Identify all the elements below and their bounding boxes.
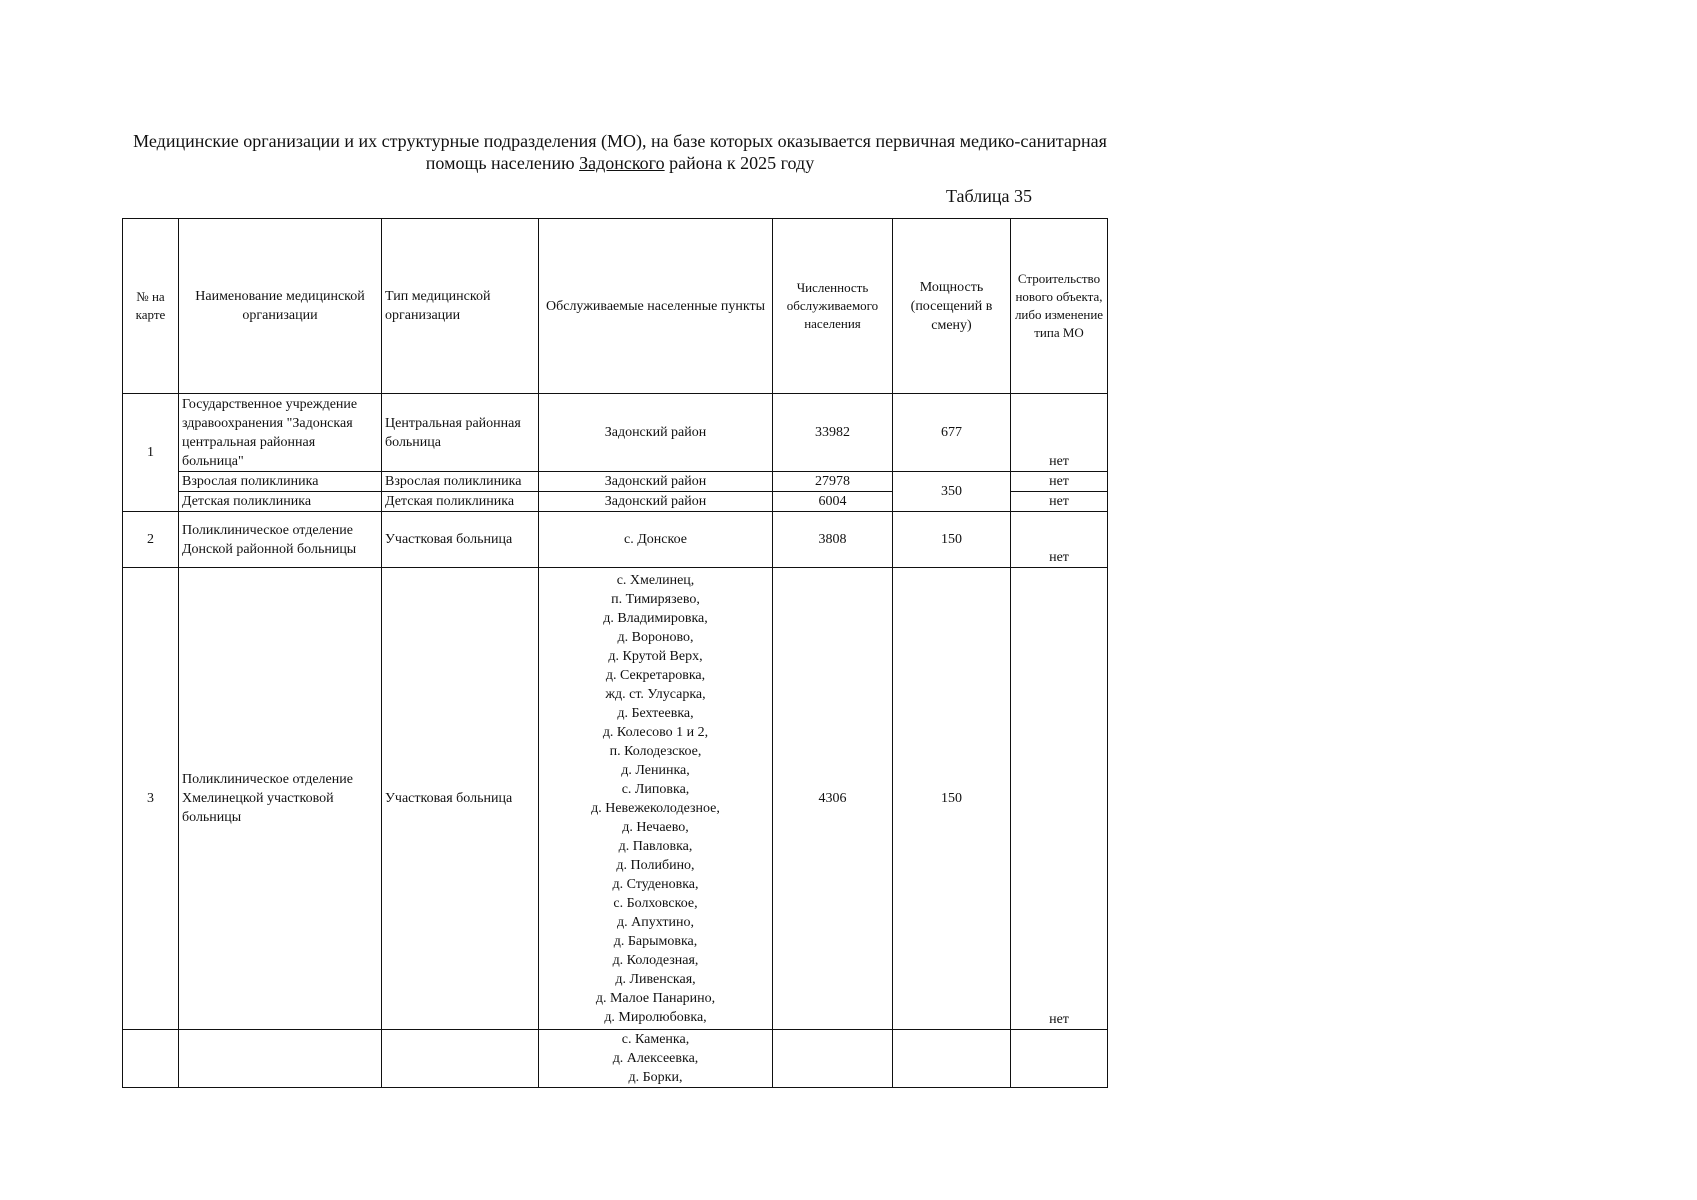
row-num: 1 (123, 394, 179, 512)
header-row (123, 219, 1108, 394)
title-line-2: помощь населению Задонского района к 2025 году (425, 153, 815, 173)
org-population: 33982 (773, 394, 893, 472)
locality-item: с. Каменка, (621, 1032, 690, 1047)
org-type (382, 1030, 539, 1088)
locality-item: д. Барымовка, (613, 933, 698, 949)
table-row (123, 472, 1108, 492)
locality-item: д. Полибино, (616, 857, 695, 873)
locality-item: д. Невежеколодезное, (591, 800, 720, 816)
org-construction: нет (1011, 472, 1108, 492)
org-construction: нет (1011, 512, 1108, 568)
clinics-table (122, 218, 1108, 1088)
org-type: Участковая больница (382, 568, 539, 1030)
org-type: Взрослая поликлиника (382, 472, 539, 492)
org-capacity: 350 (893, 472, 1011, 512)
header-localities: Обслуживаемые населенные пункты (539, 219, 773, 394)
header-num: № на карте (123, 219, 179, 394)
org-name: Детская поликлиника (179, 492, 382, 512)
org-type: Центральная районная больница (382, 394, 539, 472)
locality-item: п. Колодезское, (609, 743, 702, 759)
row-num (123, 1030, 179, 1088)
locality-item: д. Алексеевка, (612, 1051, 699, 1066)
org-name (179, 1030, 382, 1088)
org-localities: с. Донское (539, 512, 773, 568)
org-population: 27978 (773, 472, 893, 492)
org-population (773, 1030, 893, 1088)
locality-item: д. Колодезная, (612, 952, 699, 968)
org-construction: нет (1011, 492, 1108, 512)
locality-item: д. Павловка, (618, 838, 693, 854)
org-localities: Задонский район (539, 394, 773, 472)
row-num: 2 (123, 512, 179, 568)
org-population: 6004 (773, 492, 893, 512)
locality-item: с. Липовка, (621, 781, 690, 797)
header-population: Численность обслуживаемого населения (773, 219, 893, 394)
org-type: Детская поликлиника (382, 492, 539, 512)
org-localities (539, 1030, 773, 1088)
org-name: Поликлиническое отделение Донской районной больницы (179, 512, 382, 568)
row-num: 3 (123, 568, 179, 1030)
org-localities (539, 568, 773, 1030)
locality-item: д. Ливенская, (615, 971, 696, 987)
locality-item: с. Хмелинец, (616, 572, 695, 588)
locality-item: д. Колесово 1 и 2, (602, 724, 709, 740)
org-capacity: 150 (893, 568, 1011, 1030)
locality-item: д. Нечаево, (622, 819, 689, 835)
org-localities: Задонский район (539, 472, 773, 492)
org-population: 3808 (773, 512, 893, 568)
title-line-1: Медицинские организации и их структурные подразделения (МО), на базе которых оказывается первичная медико-санитарная (133, 131, 1107, 151)
table-row (123, 394, 1108, 472)
locality-item: жд. ст. Улусарка, (605, 686, 706, 702)
locality-item: д. Малое Панарино, (595, 990, 716, 1006)
locality-item: д. Апухтино, (617, 914, 694, 930)
header-capacity: Мощность (посещений в смену) (893, 219, 1011, 394)
page-title (120, 130, 1120, 174)
table-row (123, 568, 1108, 1030)
locality-item: д. Борки, (628, 1070, 683, 1085)
title-district: Задонского (579, 153, 665, 173)
locality-item: д. Бехтеевка, (617, 705, 694, 721)
org-name: Поликлиническое отделение Хмелинецкой участковой больницы (179, 568, 382, 1030)
org-capacity (893, 1030, 1011, 1088)
org-construction: нет (1011, 568, 1108, 1030)
locality-item: д. Миролюбовка, (604, 1009, 707, 1025)
locality-item: д. Вороново, (617, 629, 694, 645)
org-name: Государственное учреждение здравоохранения "Задонская центральная районная больница" (179, 394, 382, 472)
locality-item: п. Тимирязево, (611, 591, 700, 607)
header-type: Тип медицинской организации (382, 219, 539, 394)
org-capacity: 677 (893, 394, 1011, 472)
locality-item: д. Крутой Верх, (608, 648, 703, 664)
header-construction: Строительство нового объекта, либо изменение типа МО (1011, 219, 1108, 394)
org-construction (1011, 1030, 1108, 1088)
org-capacity: 150 (893, 512, 1011, 568)
org-localities: Задонский район (539, 492, 773, 512)
table-row (123, 512, 1108, 568)
header-name: Наименование медицинской организации (179, 219, 382, 394)
locality-item: д. Секретаровка, (605, 667, 706, 683)
org-construction: нет (1011, 394, 1108, 472)
org-name: Взрослая поликлиника (179, 472, 382, 492)
locality-item: д. Студеновка, (612, 876, 699, 892)
locality-item: д. Владимировка, (603, 610, 708, 626)
locality-item: д. Ленинка, (621, 762, 690, 778)
locality-item: с. Болховское, (613, 895, 698, 911)
table-caption: Таблица 35 (946, 186, 1032, 206)
table-row (123, 1030, 1108, 1088)
org-type: Участковая больница (382, 512, 539, 568)
org-population: 4306 (773, 568, 893, 1030)
